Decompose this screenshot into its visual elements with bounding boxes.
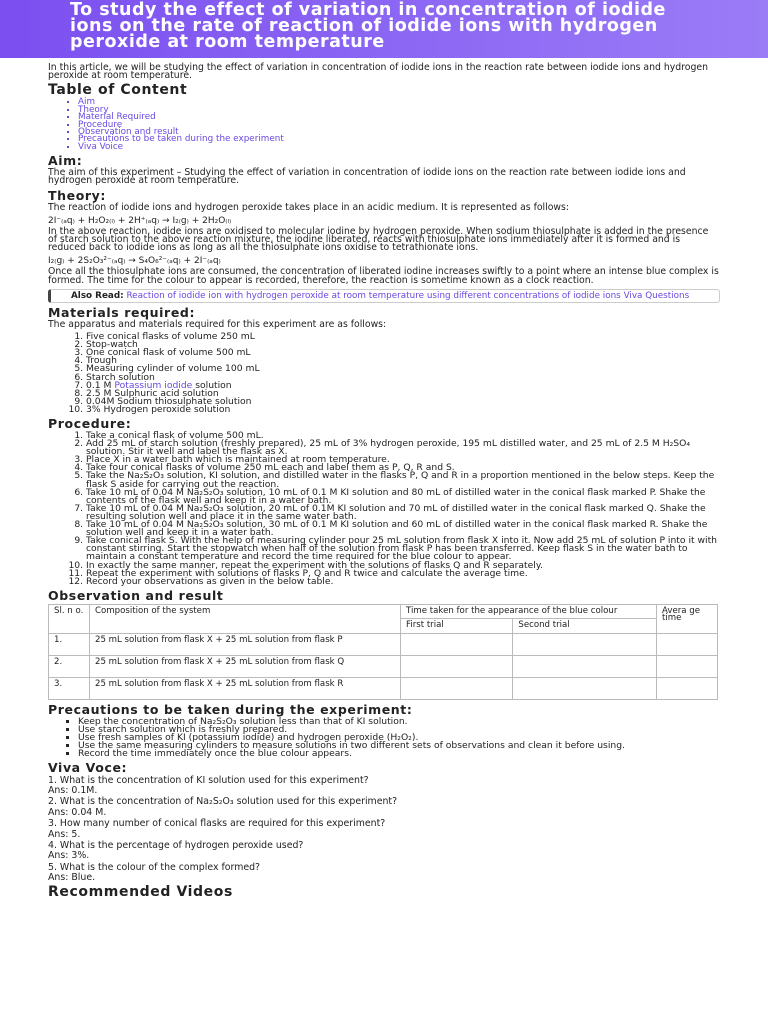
toc-heading: Table of Content (48, 82, 188, 99)
list-item: ▪ Use fresh samples of KI (potassium iodide) and hydrogen peroxide (H₂O₂). (78, 734, 720, 742)
aim-text: The aim of this experiment – Studying the effect of variation in concentration of iodide ions on the reaction rate between iodide ions and hydrogen peroxide at room temperature. (48, 167, 686, 187)
list-item: 10. In exactly the same manner, repeat the experiment with the solutions of flasks Q and R separately. (86, 562, 720, 570)
article-content (0, 58, 768, 899)
cell-first (401, 655, 513, 677)
list-item: 5. Measuring cylinder of volume 100 mL (86, 365, 720, 373)
list-item: 7. 0.1 M Potassium iodide solution (86, 382, 720, 390)
list-item: 9. Take conical flask S. With the help of measuring cylinder pour 25 mL solution from flask X into it. Now add 25 mL of solution P into it with constant stirring. Start the stopwatch when half of the solution from flask P has been transferred. Keep flask S in the water bath to maintain a constant temperature and record the time required for the blue colour to appear. (86, 537, 720, 561)
cell-second (513, 633, 657, 655)
list-item: 4. Trough (86, 357, 720, 365)
materials-heading: Materials required: (48, 304, 196, 320)
toc-item-precautions[interactable]: ▪ Precautions to be taken during the experiment (78, 136, 720, 143)
viva-qa-list (48, 774, 720, 884)
table-row (49, 633, 718, 655)
procedure-heading: Procedure: (48, 416, 132, 432)
materials-list (48, 333, 720, 414)
table-header-row (49, 604, 718, 619)
list-item: 10. 3% Hydrogen peroxide solution (86, 406, 720, 414)
page-title: To study the effect of variation in concentration of iodide ions on the rate of reaction of iodide ions with hydrogen peroxide at room temperature (70, 0, 666, 52)
list-item: 2. Stop-watch (86, 341, 720, 349)
col-average: Avera ge time (657, 604, 718, 633)
cell-first (401, 633, 513, 655)
toc-item-aim[interactable]: ▪ Aim (78, 99, 720, 106)
viva-question: 2. What is the concentration of Na₂S₂O₃ solution used for this experiment? (48, 796, 398, 808)
cell-first (401, 677, 513, 699)
viva-question: 3. How many number of conical flasks are required for this experiment? (48, 818, 386, 830)
list-item: 9. 0.04M Sodium thiosulphate solution (86, 398, 720, 406)
theory-p1: The reaction of iodide ions and hydrogen peroxide takes place in an acidic medium. It is represented as follows: (48, 201, 569, 213)
table-row (49, 655, 718, 677)
col-composition: Composition of the system (90, 604, 401, 633)
list-item: 11. Repeat the experiment with solutions of flasks P, Q and R twice and calculate the average time. (86, 570, 720, 578)
recommended-heading: Recommended Videos (48, 883, 233, 900)
col-second-trial: Second trial (513, 619, 657, 634)
aim-heading: Aim: (48, 153, 83, 169)
viva-question: 1. What is the concentration of KI solution used for this experiment? (48, 774, 369, 786)
list-item: 7. Take 10 mL of 0.04 M Na₂S₂O₃ solution, 20 mL of 0.1M KI solution and 70 mL of distilled water in the conical flask marked Q. Shake the resulting solution well and place it in the same water bath. (86, 505, 720, 521)
cell-average (657, 633, 718, 655)
cell-composition: 25 mL solution from flask X + 25 mL solution from flask Q (90, 655, 401, 677)
list-item: 6. Take 10 mL of 0.04 M Na₂S₂O₃ solution, 10 mL of 0.1 M KI solution and 80 mL of distilled water in the conical flask marked P. Shake the contents of the flask well and keep it in a water bath. (86, 489, 720, 505)
precautions-list (48, 715, 720, 759)
equation-2: I₂₍g₎ + 2S₂O₃²⁻₍ₐq₎ → S₄O₆²⁻₍ₐq₎ + 2I⁻₍ₐq₎ (48, 256, 221, 267)
title-banner (0, 0, 768, 58)
col-first-trial: First trial (401, 619, 513, 634)
list-item: ▪ Record the time immediately once the blue colour appears. (78, 750, 720, 758)
equation-1: 2I⁻₍ₐq₎ + H₂O₂₍ₗ₎ + 2H⁺₍ₐq₎ → I₂₍g₎ + 2H₂O₍ₗ₎ (48, 215, 232, 226)
table-row (49, 677, 718, 699)
materials-intro: The apparatus and materials required for this experiment are as follows: (48, 318, 387, 330)
observation-table (48, 604, 718, 700)
list-item: ▪ Use the same measuring cylinders to measure solutions in two different sets of observations and clean it before using. (78, 742, 720, 750)
list-item: ▪ Keep the concentration of Na₂S₂O₃ solution less than that of KI solution. (78, 718, 720, 726)
also-read-box (48, 289, 720, 303)
list-item: 5. Take the Na₂S₂O₃ solution, KI solution, and distilled water in the flasks P, Q and R in a proportion mentioned in the below steps. Keep the flask S aside for carrying out the reaction. (86, 472, 720, 488)
cell-second (513, 655, 657, 677)
intro-text: In this article, we will be studying the effect of variation in concentration of iodide ions in the reaction rate between iodide ions and hydrogen peroxide at room temperature. (48, 62, 708, 82)
list-item: 1. Five conical flasks of volume 250 mL (86, 333, 720, 341)
viva-question: 5. What is the colour of the complex formed? (48, 861, 261, 873)
potassium-iodide-link[interactable]: Potassium iodide (114, 379, 193, 391)
viva-answer: Ans: 5. (48, 828, 81, 840)
list-item: 3. Place X in a water bath which is maintained at room temperature. (86, 456, 720, 464)
toc-item-theory[interactable]: ▪ Theory (78, 107, 720, 114)
toc-item-procedure[interactable]: ▪ Procedure (78, 122, 720, 129)
observation-heading: Observation and result (48, 587, 224, 603)
list-item: 3. One conical flask of volume 500 mL (86, 349, 720, 357)
viva-answer: Ans: Blue. (48, 872, 96, 884)
list-item: 6. Starch solution (86, 374, 720, 382)
cell-average (657, 655, 718, 677)
list-item: 2. Add 25 mL of starch solution (freshly prepared), 25 mL of 3% hydrogen peroxide, 195 mL distilled water, and 25 mL of 2.5 M H₂SO₄ solution. Stir it well and label the flask as X. (86, 440, 720, 456)
cell-second (513, 677, 657, 699)
viva-question: 4. What is the percentage of hydrogen peroxide used? (48, 839, 304, 851)
cell-sno: 3. (49, 677, 90, 699)
cell-composition: 25 mL solution from flask X + 25 mL solution from flask P (90, 633, 401, 655)
viva-answer: Ans: 3%. (48, 850, 90, 862)
toc-item-observation[interactable]: ▪ Observation and result (78, 129, 720, 136)
col-sno: Sl. n o. (49, 604, 90, 633)
procedure-list (48, 432, 720, 586)
list-item: 8. 2.5 M Sulphuric acid solution (86, 390, 720, 398)
also-read-link[interactable]: Reaction of iodide ion with hydrogen peroxide at room temperature using different concentrations of iodide ions Viva Questions (126, 290, 690, 301)
cell-sno: 1. (49, 633, 90, 655)
toc-list (48, 99, 720, 151)
cell-composition: 25 mL solution from flask X + 25 mL solution from flask R (90, 677, 401, 699)
list-item: 12. Record your observations as given in the below table. (86, 578, 720, 586)
viva-answer: Ans: 0.04 M. (48, 806, 107, 818)
list-item: 8. Take 10 mL of 0.04 M Na₂S₂O₃ solution, 30 mL of 0.1 M KI solution and 60 mL of distilled water in the conical flask marked R. Shake the solution well and keep it in a water bath. (86, 521, 720, 537)
also-read-label: Also Read: (71, 290, 124, 301)
precautions-heading: Precautions to be taken during the experiment: (48, 701, 413, 717)
list-item: 1. Take a conical flask of volume 500 mL. (86, 432, 720, 440)
list-item: 4. Take four conical flasks of volume 250 mL each and label them as P, Q, R and S. (86, 464, 720, 472)
list-item: ▪ Use starch solution which is freshly prepared. (78, 726, 720, 734)
viva-heading: Viva Voce: (48, 759, 128, 775)
viva-answer: Ans: 0.1M. (48, 784, 98, 796)
cell-sno: 2. (49, 655, 90, 677)
theory-heading: Theory: (48, 187, 107, 203)
theory-p2: In the above reaction, iodide ions are oxidised to molecular iodine by hydrogen peroxide. When sodium thiosulphate is added in the presence of starch solution to the above reaction mixture, the iodine liberated, reacts with thiosulphate ions immediately after it is formed and is reduced back to iodide ions as long as all the thiosulphate ions oxidise to tetrathionate ions. (48, 225, 709, 254)
toc-item-viva[interactable]: ▪ Viva Voice (78, 144, 720, 151)
toc-item-material[interactable]: ▪ Material Required (78, 114, 720, 121)
theory-p3: Once all the thiosulphate ions are consumed, the concentration of liberated iodine increases swiftly to a point where an intense blue complex is formed. The time for the colour to appear is recorded, therefore, the reaction is sometime known as a clock reaction. (48, 266, 719, 286)
col-time-taken: Time taken for the appearance of the blue colour (401, 604, 657, 619)
cell-average (657, 677, 718, 699)
